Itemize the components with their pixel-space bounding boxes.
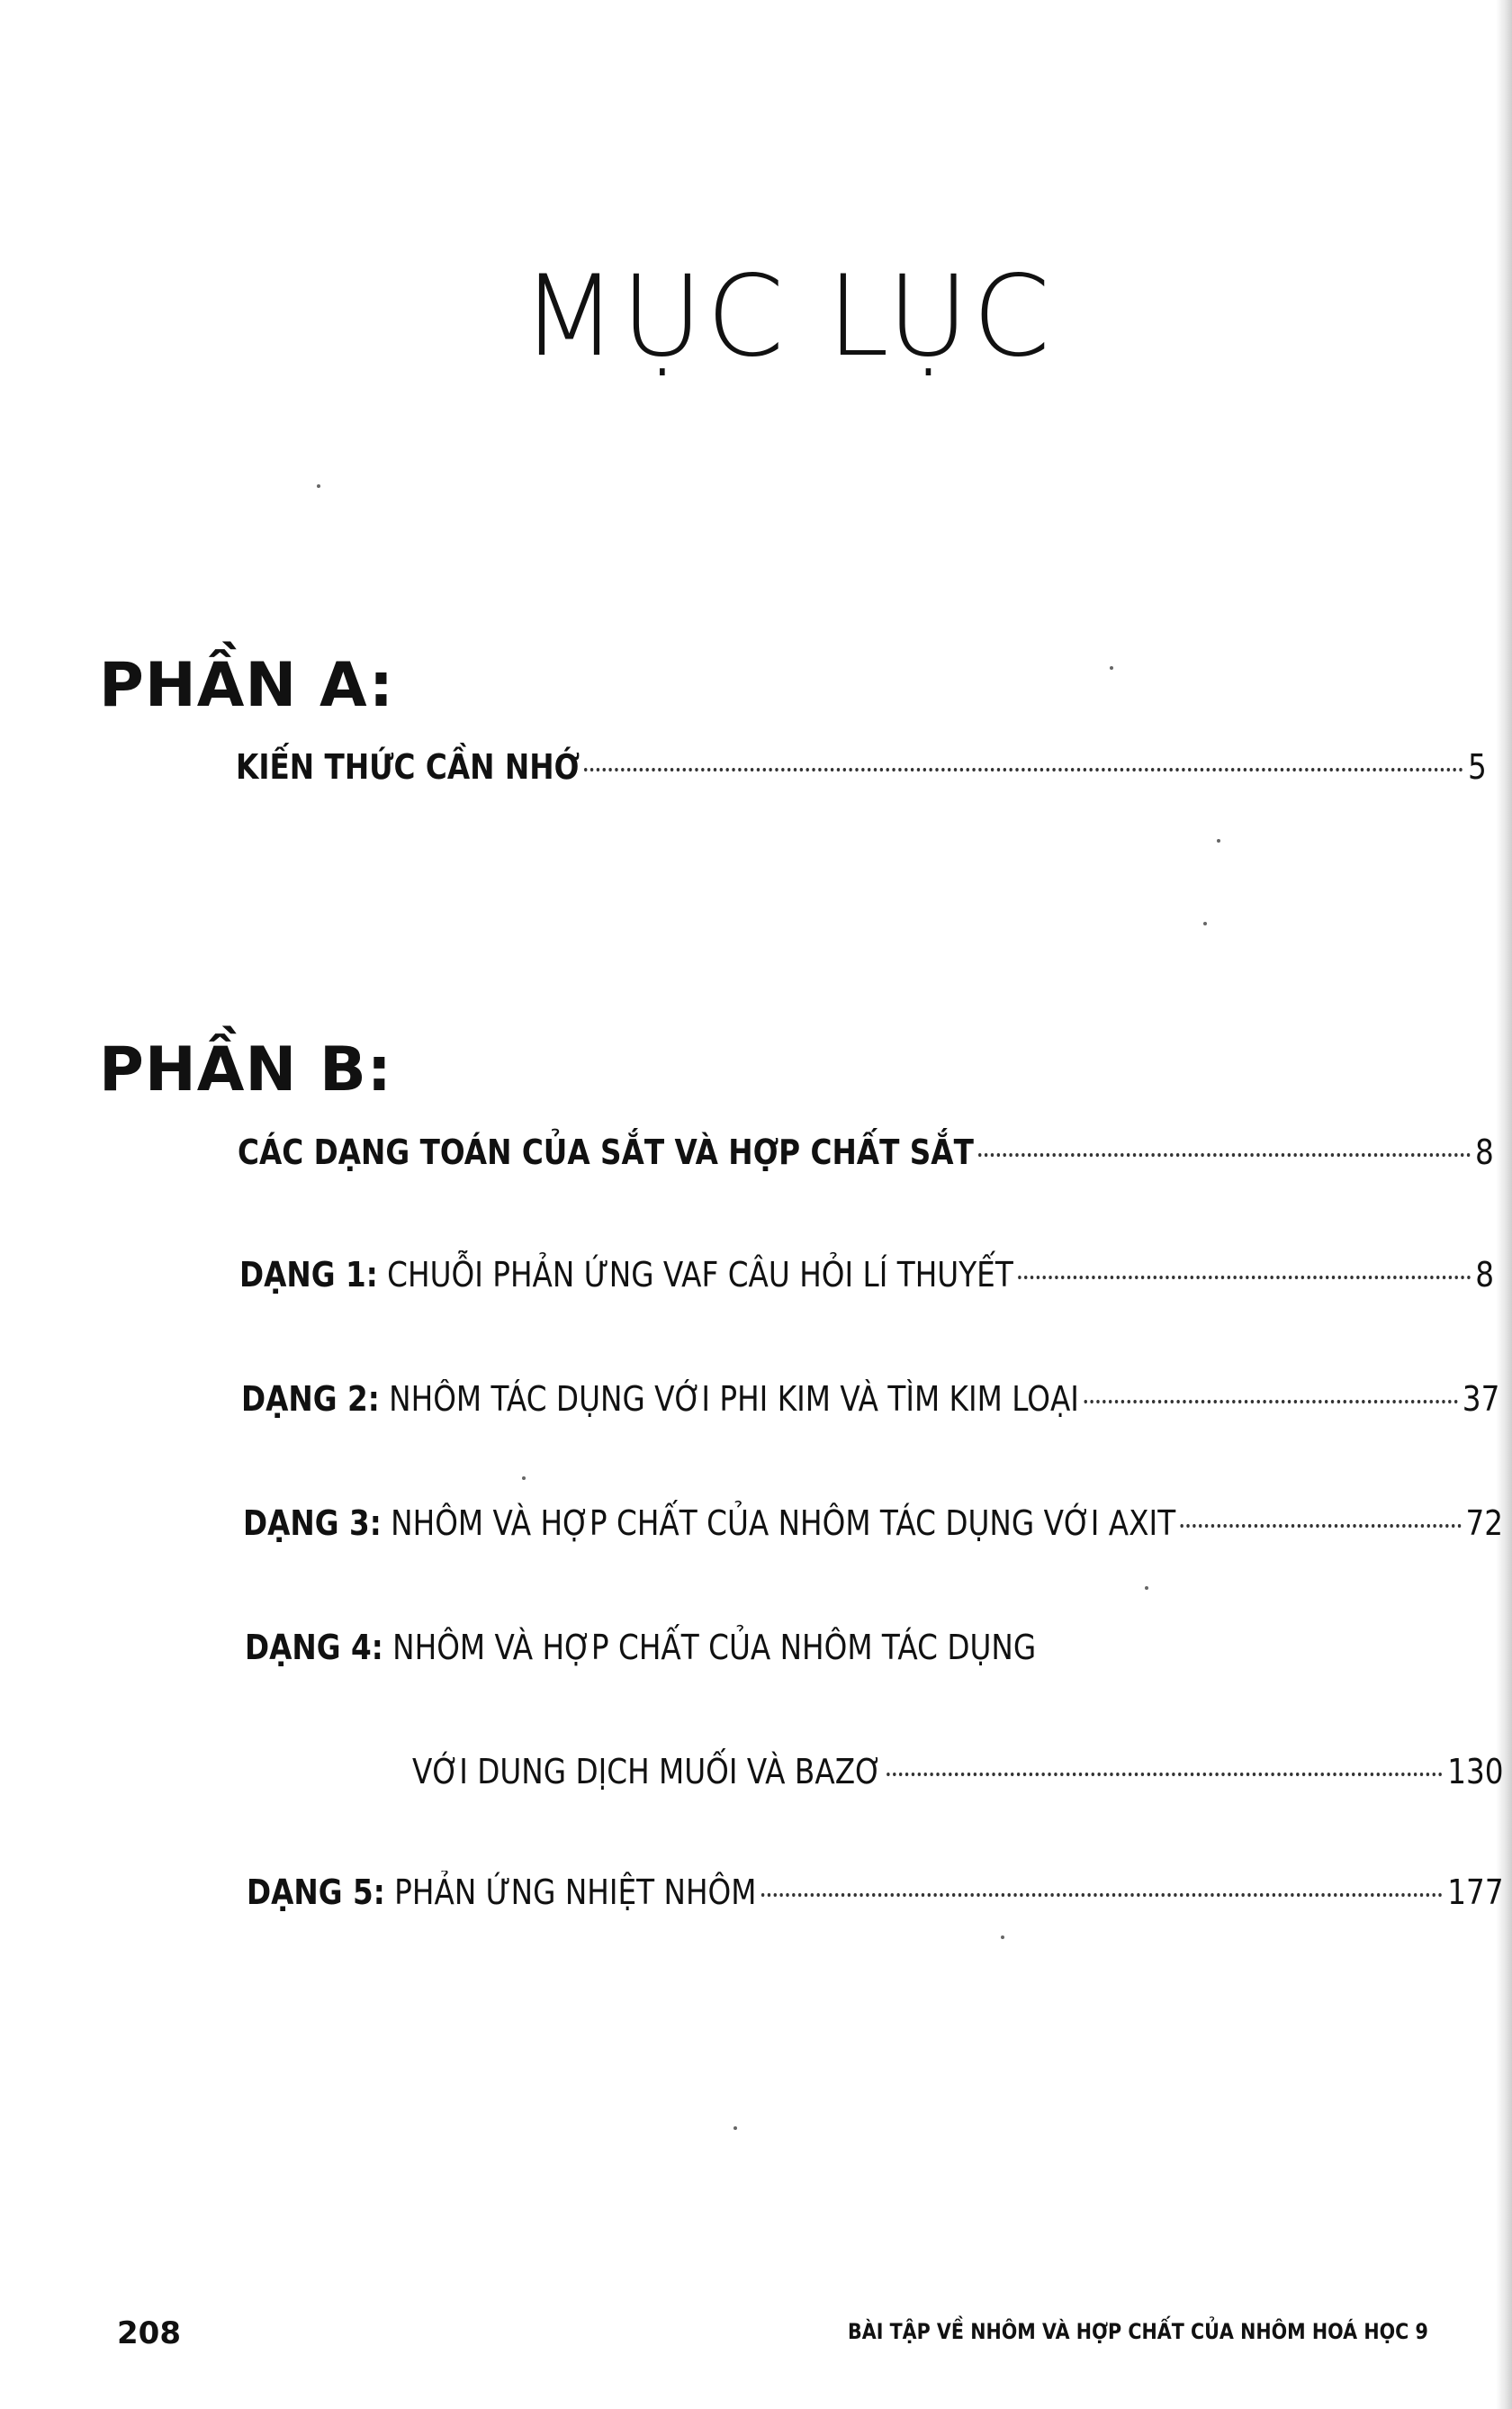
dot-leader [886,1773,1443,1776]
toc-entry-dang-3[interactable] [243,1496,1503,1550]
toc-page-number: 5 [1467,747,1487,787]
toc-page-number: 8 [1474,1132,1494,1172]
scan-speck [1145,1586,1148,1590]
dot-leader [978,1153,1471,1157]
scan-speck [734,2126,737,2130]
toc-entry-label: CHUỖI PHẢN ỨNG VAF CÂU HỎI LÍ THUYẾT [387,1255,1013,1295]
toc-entry-label: CÁC DẠNG TOÁN CỦA SẮT VÀ HỢP CHẤT SẮT [238,1132,974,1172]
part-a-heading: PHẦN A: [99,650,395,721]
toc-entry-label: NHÔM VÀ HỢP CHẤT CỦA NHÔM TÁC DỤNG [392,1628,1037,1667]
toc-entry-label: PHẢN ỨNG NHIỆT NHÔM [394,1872,757,1912]
scan-speck [1217,839,1220,843]
toc-page-number: 37 [1462,1379,1500,1419]
scan-speck [1110,666,1113,670]
toc-entry-dang-4-continued[interactable] [412,1745,1504,1799]
scan-speck [1001,1935,1004,1939]
dot-leader [584,768,1463,771]
footer-book-title: BÀI TẬP VỀ NHÔM VÀ HỢP CHẤT CỦA NHÔM HOÁ HỌC 9 [848,2319,1428,2344]
toc-entry-prefix: DẠNG 5: [247,1872,385,1912]
toc-entry-dang-4[interactable] [245,1620,1503,1674]
toc-page-number: 177 [1447,1872,1504,1912]
dot-leader [1018,1276,1471,1279]
scan-speck [317,484,320,488]
toc-entry-dang-1[interactable] [239,1248,1494,1302]
toc-entry-label: KIẾN THỨC CẦN NHỚ [236,747,580,787]
toc-entry-dang-2[interactable] [241,1372,1499,1426]
toc-page-number: 8 [1475,1255,1495,1295]
scan-speck [522,1476,526,1480]
toc-entry-prefix: DẠNG 1: [239,1255,378,1295]
part-b-heading: PHẦN B: [99,1034,392,1105]
footer-page-number: 208 [117,2315,181,2351]
scan-speck [1203,922,1207,925]
page-title: MỤC LỤC [521,252,1054,382]
toc-entry-kien-thuc[interactable] [236,740,1487,794]
toc-entry-prefix: DẠNG 4: [245,1628,383,1667]
toc-entry-label-line2: VỚI DUNG DỊCH MUỐI VÀ BAZƠ [412,1752,882,1791]
toc-page-number: 72 [1465,1503,1504,1543]
toc-entry-label: NHÔM TÁC DỤNG VỚI PHI KIM VÀ TÌM KIM LOẠI [389,1379,1079,1419]
toc-entry-dang-5[interactable] [247,1865,1504,1919]
toc-entry-prefix: DẠNG 2: [241,1379,380,1419]
toc-entry-prefix: DẠNG 3: [243,1503,382,1543]
toc-entry-label: NHÔM VÀ HỢP CHẤT CỦA NHÔM TÁC DỤNG VỚI AXIT [391,1503,1176,1543]
dot-leader [1180,1524,1461,1528]
dot-leader [761,1893,1443,1897]
toc-entry-cac-dang-toan[interactable] [238,1125,1494,1179]
dot-leader [1084,1400,1458,1403]
toc-page-number: 130 [1447,1752,1504,1791]
